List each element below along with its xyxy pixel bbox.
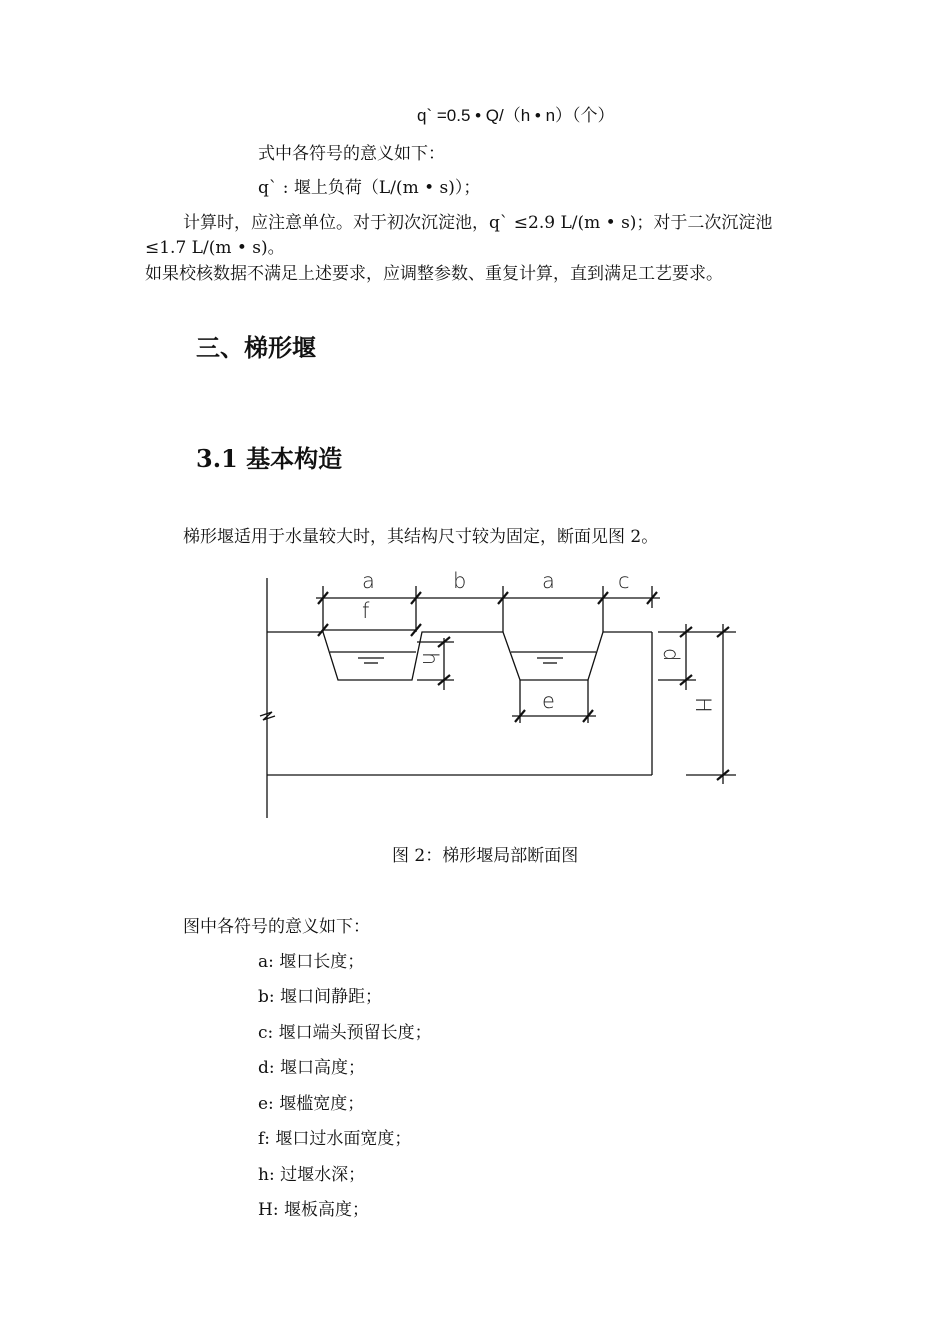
section-paragraph: 梯形堰适用于水量较大时，其结构尺寸较为固定，断面见图 2。 [183, 527, 659, 547]
weir-plate-profile [267, 632, 652, 680]
legend-item-c: c: 堰口端头预留长度； [258, 1023, 432, 1043]
legend-item-b: b: 堰口间静距； [258, 987, 383, 1007]
section-title: 三、梯形堰 [196, 333, 316, 362]
label-e: e [542, 689, 555, 713]
note-line-3: 如果校核数据不满足上述要求，应调整参数、重复计算，直到满足工艺要求。 [145, 264, 723, 284]
note-line-2: ≤1.7 L/(m • s)。 [145, 238, 285, 258]
label-H: H [691, 697, 715, 713]
legend-intro: 图中各符号的意义如下： [183, 917, 370, 937]
label-h: h [418, 652, 442, 666]
q-definition: q` : 堰上负荷（L/(m • s)）； [258, 178, 481, 198]
trapezoidal-weir-diagram [250, 568, 750, 823]
legend-item-H: H: 堰板高度； [258, 1200, 369, 1220]
note-line-1: 计算时，应注意单位。对于初次沉淀池，q` ≤2.9 L/(m • s)；对于二次沉淀池 [183, 213, 773, 233]
legend-item-e: e: 堰槛宽度； [258, 1094, 365, 1114]
legend-item-f: f: 堰口过水面宽度； [258, 1129, 412, 1149]
legend-item-a: a: 堰口长度； [258, 952, 365, 972]
label-a-1: a [362, 569, 375, 593]
legend-item-d: d: 堰口高度； [258, 1058, 366, 1078]
label-c: c [618, 569, 630, 593]
label-d: d [659, 648, 683, 662]
formula-intro: 式中各符号的意义如下： [258, 144, 445, 164]
label-f: f [362, 599, 370, 623]
figure-caption: 图 2：梯形堰局部断面图 [392, 846, 579, 866]
label-a-2: a [542, 569, 555, 593]
label-b: b [453, 569, 467, 593]
break-mark [260, 712, 275, 720]
formula-line: q` =0.5 • Q/（h • n）（个） [417, 106, 615, 125]
legend-item-h: h: 过堰水深； [258, 1165, 366, 1185]
subsection-title: 3.1 基本构造 [196, 444, 343, 473]
